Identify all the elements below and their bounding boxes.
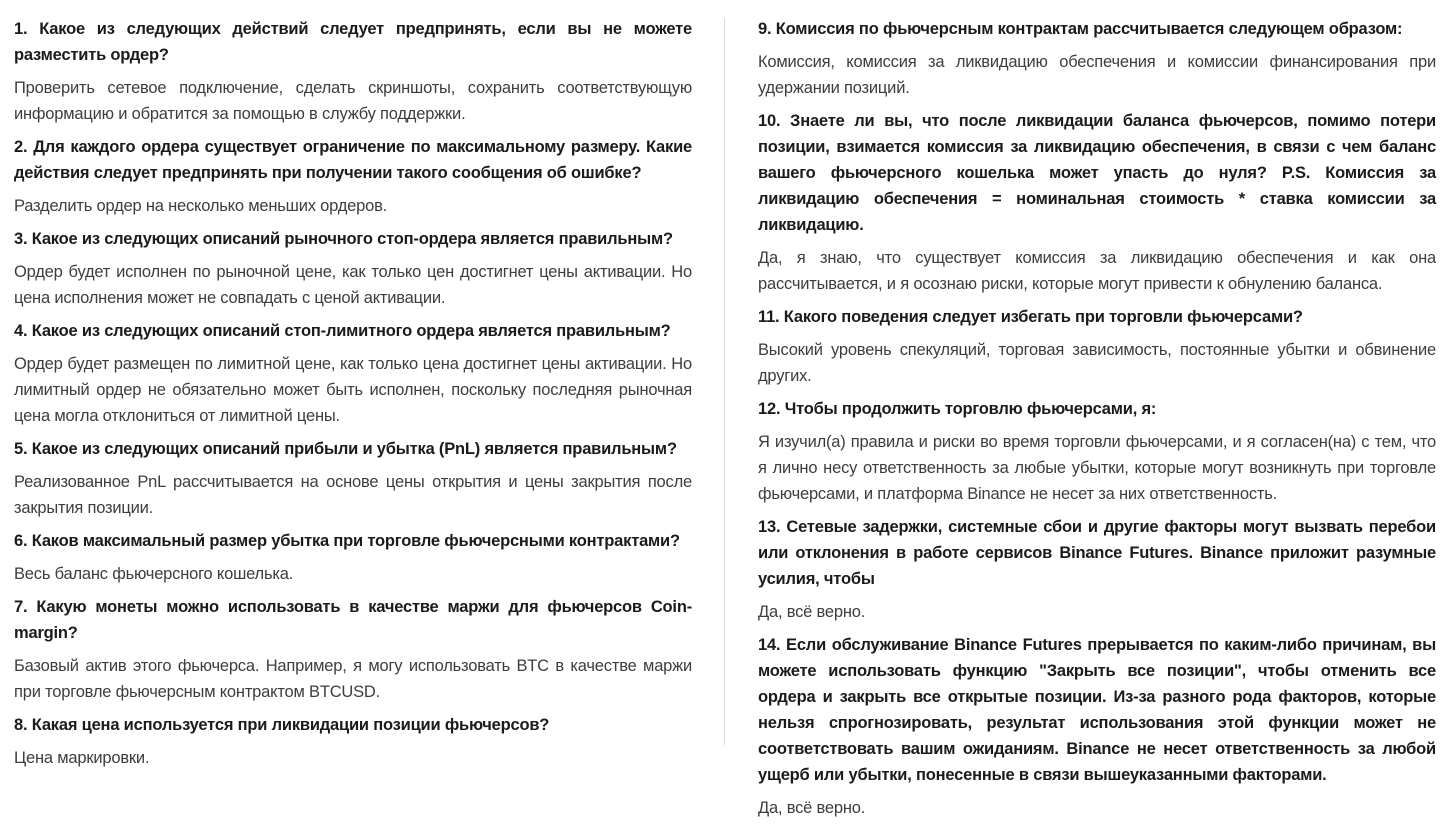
answer-text: Высокий уровень спекуляций, торговая зависимость, постоянные убытки и обвинение других.: [758, 341, 1436, 385]
qa-item: [14, 226, 692, 311]
answer-text: Весь баланс фьючерсного кошелька.: [14, 565, 294, 583]
qa-item: [758, 16, 1436, 101]
question-text: 7. Какую монеты можно использовать в качестве маржи для фьючерсов Coin-margin?: [14, 598, 692, 642]
question-text: 11. Какого поведения следует избегать при торговли фьючерсами?: [758, 308, 1303, 326]
qa-item: [758, 514, 1436, 625]
column-divider: [724, 18, 725, 745]
question-text: 6. Каков максимальный размер убытка при торговле фьючерсными контрактами?: [14, 532, 680, 550]
qa-item: [758, 632, 1436, 821]
question-text: 12. Чтобы продолжить торговлю фьючерсами, я:: [758, 400, 1157, 418]
qa-item: [758, 396, 1436, 507]
qa-item: [14, 712, 692, 771]
answer-text: Да, всё верно.: [758, 799, 866, 817]
answer-text: Я изучил(а) правила и риски во время торговли фьючерсами, и я согласен(на) с тем, что я лично несу ответственность за любые убытки, которые могут возникнуть при торговле фьючерсами, и платформа Binance не несет за них ответственность.: [758, 433, 1436, 503]
question-text: 4. Какое из следующих описаний стоп-лимитного ордера является правильным?: [14, 322, 671, 340]
qa-item: [758, 304, 1436, 389]
answer-text: Комиссия, комиссия за ликвидацию обеспечения и комиссии финансирования при удержании позиций.: [758, 53, 1436, 97]
question-text: 13. Сетевые задержки, системные сбои и другие факторы могут вызвать перебои или отклонения в работе сервисов Binance Futures. Binance приложит разумные усилия, чтобы: [758, 518, 1436, 588]
qa-item: [758, 108, 1436, 297]
right-column: [758, 16, 1436, 828]
answer-text: Базовый актив этого фьючерса. Например, я могу использовать BTC в качестве маржи при торговле фьючерсным контрактом BTCUSD.: [14, 657, 692, 701]
qa-item: [14, 16, 692, 127]
question-text: 14. Если обслуживание Binance Futures прерывается по каким-либо причинам, вы можете использовать функцию "Закрыть все позиции", чтобы отменить все ордера и закрыть все открытые позиции. Из-за разного рода факторов, которые нельзя спрогнозировать, результат использования этой функции может не соответствовать вашим ожиданиям. Binance не несет ответственность за любой ущерб или убытки, понесенные в связи вышеуказанными факторами.: [758, 636, 1436, 784]
qa-item: [14, 436, 692, 521]
answer-text: Разделить ордер на несколько меньших ордеров.: [14, 197, 388, 215]
question-text: 8. Какая цена используется при ликвидации позиции фьючерсов?: [14, 716, 550, 734]
question-text: 1. Какое из следующих действий следует предпринять, если вы не можете разместить ордер?: [14, 20, 692, 64]
question-text: 9. Комиссия по фьючерсным контрактам рассчитывается следующем образом:: [758, 20, 1403, 38]
question-text: 2. Для каждого ордера существует ограничение по максимальному размеру. Какие действия следует предпринять при получении такого сообщения об ошибке?: [14, 138, 692, 182]
question-text: 10. Знаете ли вы, что после ликвидации баланса фьючерсов, помимо потери позиции, взимается комиссия за ликвидацию обеспечения, в связи с чем баланс вашего фьючерсного кошелька может упасть до нуля? P.S. Комиссия за ликвидацию обеспечения = номинальная стоимость * ставка комиссии за ликвидацию.: [758, 112, 1436, 234]
answer-text: Ордер будет размещен по лимитной цене, как только цена достигнет цены активации. Но лимитный ордер не обязательно может быть исполнен, поскольку последняя рыночная цена могла отклониться от лимитной цены.: [14, 355, 692, 425]
question-text: 5. Какое из следующих описаний прибыли и убытка (PnL) является правильным?: [14, 440, 677, 458]
left-column: [14, 16, 692, 778]
answer-text: Реализованное PnL рассчитывается на основе цены открытия и цены закрытия после закрытия позиции.: [14, 473, 692, 517]
answer-text: Да, я знаю, что существует комиссия за ликвидацию обеспечения и как она рассчитывается, и я осознаю риски, которые могут привести к обнулению баланса.: [758, 249, 1436, 293]
question-text: 3. Какое из следующих описаний рыночного стоп-ордера является правильным?: [14, 230, 673, 248]
qa-item: [14, 134, 692, 219]
answer-text: Да, всё верно.: [758, 603, 866, 621]
answer-text: Ордер будет исполнен по рыночной цене, как только цен достигнет цены активации. Но цена исполнения может не совпадать с ценой активации.: [14, 263, 692, 307]
answer-text: Цена маркировки.: [14, 749, 150, 767]
qa-item: [14, 528, 692, 587]
qa-item: [14, 594, 692, 705]
qa-item: [14, 318, 692, 429]
answer-text: Проверить сетевое подключение, сделать скриншоты, сохранить соответствующую информацию и обратится за помощью в службу поддержки.: [14, 79, 692, 123]
